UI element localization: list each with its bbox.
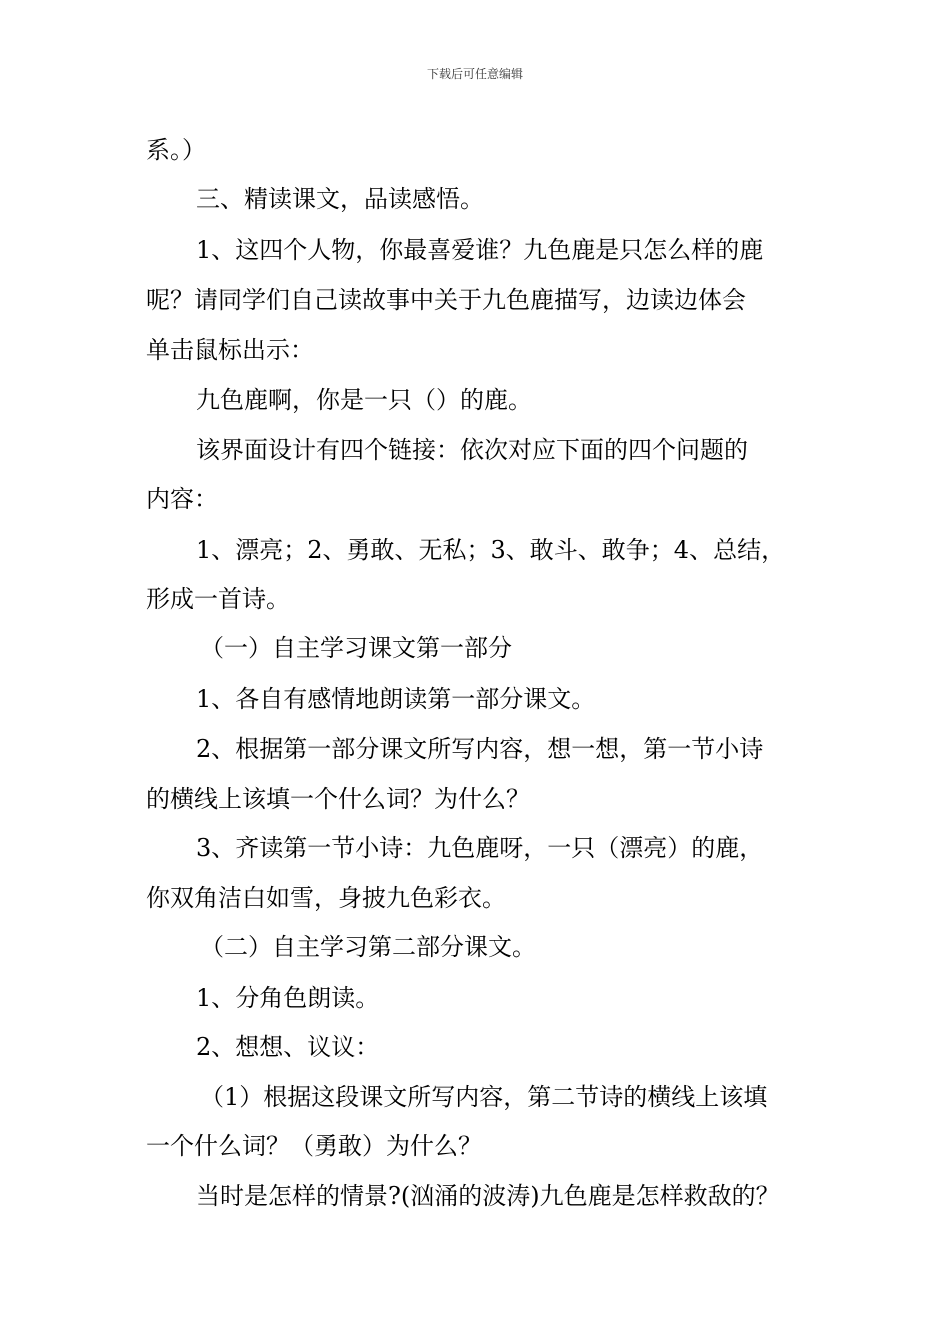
paragraph-line: 单击鼠标出示：: [146, 336, 314, 364]
paragraph-line: 1、各自有感情地朗读第一部分课文。: [196, 685, 596, 713]
paragraph-line: 当时是怎样的情景?(汹涌的波涛)九色鹿是怎样救敌的？: [196, 1182, 780, 1210]
paragraph-line: 3、齐读第一节小诗：九色鹿呀，一只（漂亮）的鹿，: [196, 834, 764, 862]
paragraph-line: 2、想想、议议：: [196, 1033, 380, 1061]
paragraph-line: 一个什么词？（勇敢）为什么？: [146, 1132, 482, 1160]
page-header: 下载后可任意编辑: [426, 67, 523, 81]
paragraph-line: 系。）: [146, 136, 206, 164]
paragraph-line: 九色鹿啊，你是一只（）的鹿。: [196, 386, 532, 414]
subsection-heading: （一）自主学习课文第一部分: [200, 634, 512, 662]
paragraph-line: 1、这四个人物，你最喜爱谁？九色鹿是只怎么样的鹿: [196, 236, 764, 264]
section-heading: 三、精读课文，品读感悟。: [196, 185, 484, 213]
paragraph-line: 2、根据第一部分课文所写内容，想一想，第一节小诗: [196, 735, 764, 763]
paragraph-line: 的横线上该填一个什么词？为什么？: [146, 785, 530, 813]
paragraph-line: 形成一首诗。: [146, 585, 290, 613]
subsection-heading: （二）自主学习第二部分课文。: [200, 933, 536, 961]
paragraph-line: 该界面设计有四个链接：依次对应下面的四个问题的: [196, 436, 748, 464]
paragraph-line: 你双角洁白如雪，身披九色彩衣。: [146, 884, 506, 912]
paragraph-line: （1）根据这段课文所写内容，第二节诗的横线上该填: [200, 1083, 768, 1111]
paragraph-line: 1、分角色朗读。: [196, 984, 380, 1012]
paragraph-line: 内容：: [146, 485, 218, 513]
paragraph-line: 呢？请同学们自己读故事中关于九色鹿描写，边读边体会: [146, 286, 746, 314]
paragraph-line: 1、漂亮；2、勇敢、无私；3、敢斗、敢争；4、总结，: [196, 536, 786, 564]
